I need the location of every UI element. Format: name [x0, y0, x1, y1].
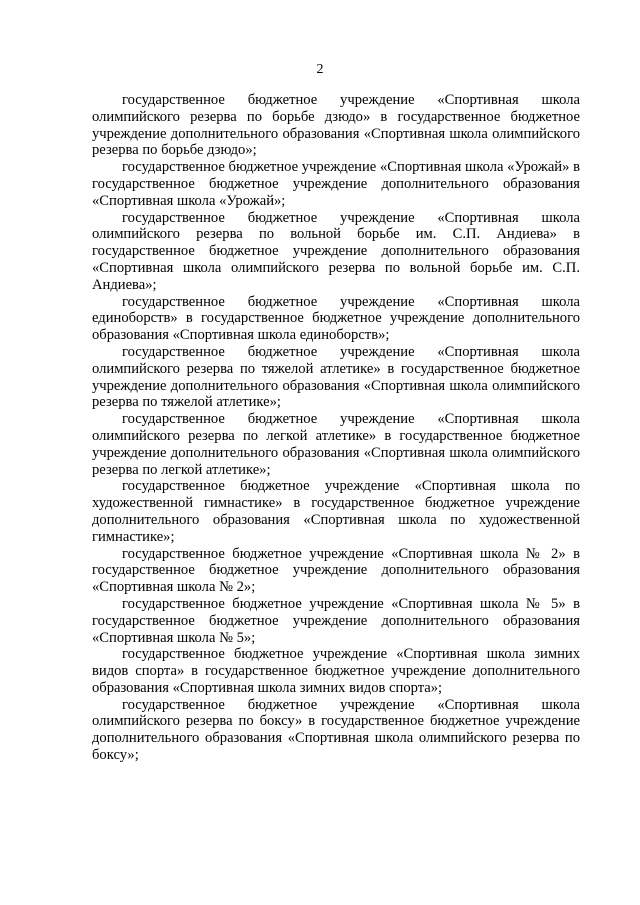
paragraph-11: государственное бюджетное учреждение «Спортивная школа олимпийского резерва по боксу» в государственное бюджетное учреждение дополнительного образования «Спортивная школа олимпийского резерва по боксу»; [92, 696, 580, 764]
paragraph-10: государственное бюджетное учреждение «Спортивная школа зимних видов спорта» в государственное бюджетное учреждение дополнительного образования «Спортивная школа зимних видов спорта»; [92, 646, 580, 696]
page-number: 2 [316, 62, 324, 77]
paragraph-8: государственное бюджетное учреждение «Спортивная школа № 2» в государственное бюджетное учреждение дополнительного образования «Спортивная школа № 2»; [92, 545, 580, 596]
paragraph-2: государственное бюджетное учреждение «Спортивная школа «Урожай» в государственное бюджетное учреждение дополнительного образования «Спортивная школа «Урожай»; [92, 159, 580, 209]
paragraph-6: государственное бюджетное учреждение «Спортивная школа олимпийского резерва по легкой атлетике» в государственное бюджетное учреждение дополнительного образования «Спортивная школа олимпийского резерва по легкой атлетике»; [92, 411, 580, 478]
paragraph-5: государственное бюджетное учреждение «Спортивная школа олимпийского резерва по тяжелой атлетике» в государственное бюджетное учреждение дополнительного образования «Спортивная школа олимпийского резерва по тяжелой атлетике»; [92, 343, 580, 411]
paragraph-9: государственное бюджетное учреждение «Спортивная школа № 5» в государственное бюджетное учреждение дополнительного образования «Спортивная школа № 5»; [92, 595, 580, 646]
paragraph-1: государственное бюджетное учреждение «Спортивная школа олимпийского резерва по борьбе дзюдо» в государственное бюджетное учреждение дополнительного образования «Спортивная школа олимпийского резерва по борьбе дзюдо»; [92, 92, 580, 159]
paragraph-4: государственное бюджетное учреждение «Спортивная школа единоборств» в государственное бюджетное учреждение дополнительного образования «Спортивная школа единоборств»; [92, 293, 580, 344]
paragraph-3: государственное бюджетное учреждение «Спортивная школа олимпийского резерва по вольной борьбе им. С.П. Андиева» в государственное бюджетное учреждение дополнительного образования «Спортивная школа олимпийского резерва по вольной борьбе им. С.П. Андиева»; [92, 209, 580, 293]
paragraph-7: государственное бюджетное учреждение «Спортивная школа по художественной гимнастике» в государственное бюджетное учреждение дополнительного образования «Спортивная школа по художественной гимнастике»; [92, 478, 580, 545]
document-body [92, 92, 580, 764]
